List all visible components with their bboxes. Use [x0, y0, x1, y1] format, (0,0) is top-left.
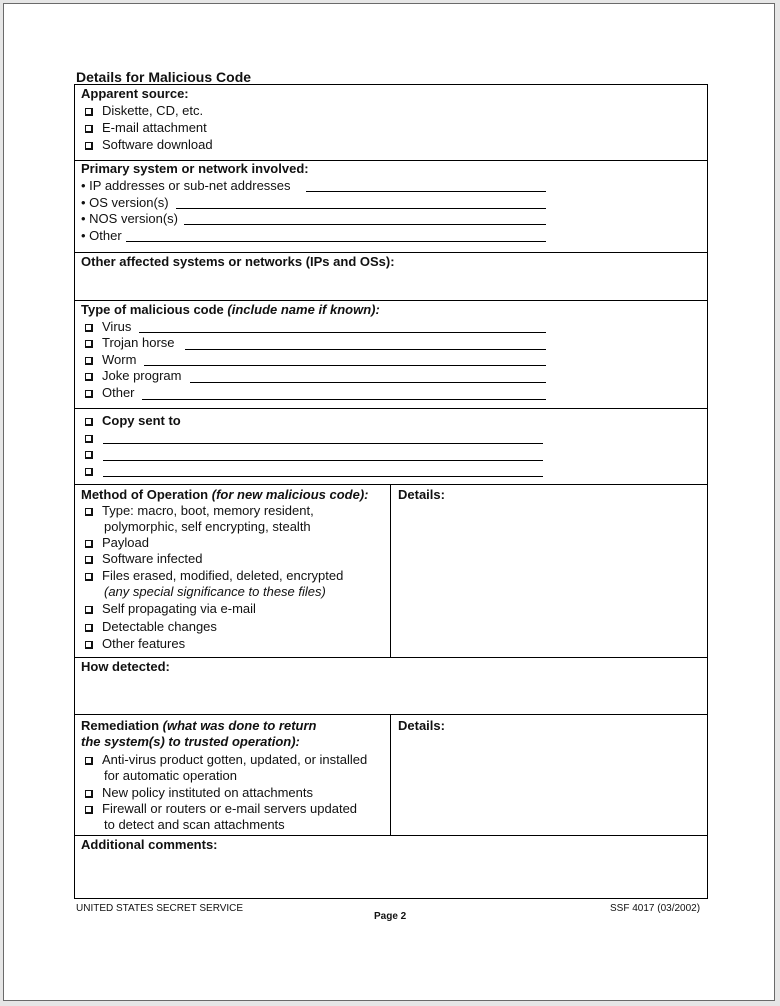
primary-system-heading: Primary system or network involved: — [81, 161, 309, 176]
how-detected-heading: How detected: — [81, 659, 170, 674]
checkbox-icon — [85, 142, 93, 150]
other-type-line[interactable] — [142, 399, 546, 400]
checkbox-other-features[interactable]: Other features — [85, 636, 185, 651]
footer-form-number: SSF 4017 (03/2002) — [610, 903, 701, 914]
method-details-label: Details: — [398, 487, 445, 502]
checkbox-icon — [85, 373, 93, 381]
checkbox-antivirus[interactable]: Anti-virus product gotten, updated, or installed — [85, 752, 367, 767]
joke-program-line[interactable] — [190, 382, 546, 383]
checkbox-icon — [85, 418, 93, 426]
form-page — [3, 3, 775, 1001]
checkbox-copy-recipient-1[interactable] — [85, 430, 102, 445]
ip-addresses-label: • IP addresses or sub-net addresses — [81, 178, 291, 193]
checkbox-joke-program[interactable]: Joke program — [85, 368, 181, 383]
checkbox-icon — [85, 390, 93, 398]
checkbox-icon — [85, 357, 93, 365]
checkbox-detectable-changes[interactable]: Detectable changes — [85, 619, 217, 634]
method-column-divider — [390, 484, 391, 657]
worm-line[interactable] — [144, 365, 546, 366]
checkbox-icon — [85, 556, 93, 564]
checkbox-icon — [85, 468, 93, 476]
checkbox-icon — [85, 340, 93, 348]
checkbox-icon — [85, 108, 93, 116]
type-malicious-heading: Type of malicious code (include name if known): — [81, 302, 380, 317]
copy-recipient-1-line[interactable] — [103, 443, 543, 444]
remediation-details-label: Details: — [398, 718, 445, 733]
divider-5 — [74, 484, 708, 485]
checkbox-icon — [85, 573, 93, 581]
method-heading: Method of Operation (for new malicious code): — [81, 487, 369, 502]
checkbox-files-erased[interactable]: Files erased, modified, deleted, encrypted — [85, 568, 343, 583]
checkbox-icon — [85, 508, 93, 516]
checkbox-software-infected[interactable]: Software infected — [85, 551, 202, 566]
form-title: Details for Malicious Code — [76, 69, 252, 85]
divider-6 — [74, 657, 708, 658]
divider-2 — [74, 252, 708, 253]
remediation-heading-continued: the system(s) to trusted operation): — [81, 734, 300, 749]
checkbox-icon — [85, 641, 93, 649]
firewall-continued: to detect and scan attachments — [104, 817, 285, 832]
additional-comments-heading: Additional comments: — [81, 837, 218, 852]
checkbox-copy-recipient-3[interactable] — [85, 463, 102, 478]
other-label: • Other — [81, 228, 122, 243]
other-line[interactable] — [126, 241, 546, 242]
remediation-column-divider — [390, 714, 391, 835]
antivirus-continued: for automatic operation — [104, 768, 237, 783]
checkbox-diskette[interactable]: Diskette, CD, etc. — [85, 103, 203, 118]
divider-3 — [74, 300, 708, 301]
copy-recipient-3-line[interactable] — [103, 476, 543, 477]
checkbox-icon — [85, 435, 93, 443]
footer-page-number: Page 2 — [374, 911, 407, 922]
remediation-heading: Remediation (what was done to return — [81, 718, 317, 733]
checkbox-other-type[interactable]: Other — [85, 385, 135, 400]
divider-4 — [74, 408, 708, 409]
type-macro-continued: polymorphic, self encrypting, stealth — [104, 519, 311, 534]
nos-version-line[interactable] — [184, 224, 546, 225]
checkbox-icon — [85, 606, 93, 614]
checkbox-icon — [85, 125, 93, 133]
checkbox-type-macro[interactable]: Type: macro, boot, memory resident, — [85, 503, 314, 518]
checkbox-new-policy[interactable]: New policy instituted on attachments — [85, 785, 313, 800]
divider-7 — [74, 714, 708, 715]
checkbox-icon — [85, 324, 93, 332]
checkbox-icon — [85, 790, 93, 798]
checkbox-copy-recipient-2[interactable] — [85, 446, 102, 461]
divider-8 — [74, 835, 708, 836]
nos-version-label: • NOS version(s) — [81, 211, 179, 226]
os-version-label: • OS version(s) — [81, 195, 169, 210]
trojan-horse-line[interactable] — [185, 349, 546, 350]
checkbox-trojan-horse[interactable]: Trojan horse — [85, 335, 175, 350]
ip-addresses-line[interactable] — [306, 191, 546, 192]
footer-agency: UNITED STATES SECRET SERVICE — [76, 903, 244, 914]
checkbox-icon — [85, 806, 93, 814]
checkbox-email-attachment[interactable]: E-mail attachment — [85, 120, 207, 135]
checkbox-icon — [85, 540, 93, 548]
virus-line[interactable] — [139, 332, 546, 333]
checkbox-firewall[interactable]: Firewall or routers or e-mail servers updated — [85, 801, 357, 816]
checkbox-virus[interactable]: Virus — [85, 319, 131, 334]
apparent-source-heading: Apparent source: — [81, 86, 189, 101]
checkbox-icon — [85, 757, 93, 765]
checkbox-worm[interactable]: Worm — [85, 352, 136, 367]
checkbox-icon — [85, 451, 93, 459]
files-significance-note: (any special significance to these files) — [104, 584, 326, 599]
checkbox-copy-sent-to[interactable]: Copy sent to — [85, 413, 181, 428]
checkbox-self-propagating[interactable]: Self propagating via e-mail — [85, 601, 256, 616]
os-version-line[interactable] — [176, 208, 546, 209]
checkbox-payload[interactable]: Payload — [85, 535, 149, 550]
other-affected-heading: Other affected systems or networks (IPs and OSs): — [81, 254, 395, 269]
checkbox-software-download[interactable]: Software download — [85, 137, 213, 152]
copy-recipient-2-line[interactable] — [103, 460, 543, 461]
checkbox-icon — [85, 624, 93, 632]
